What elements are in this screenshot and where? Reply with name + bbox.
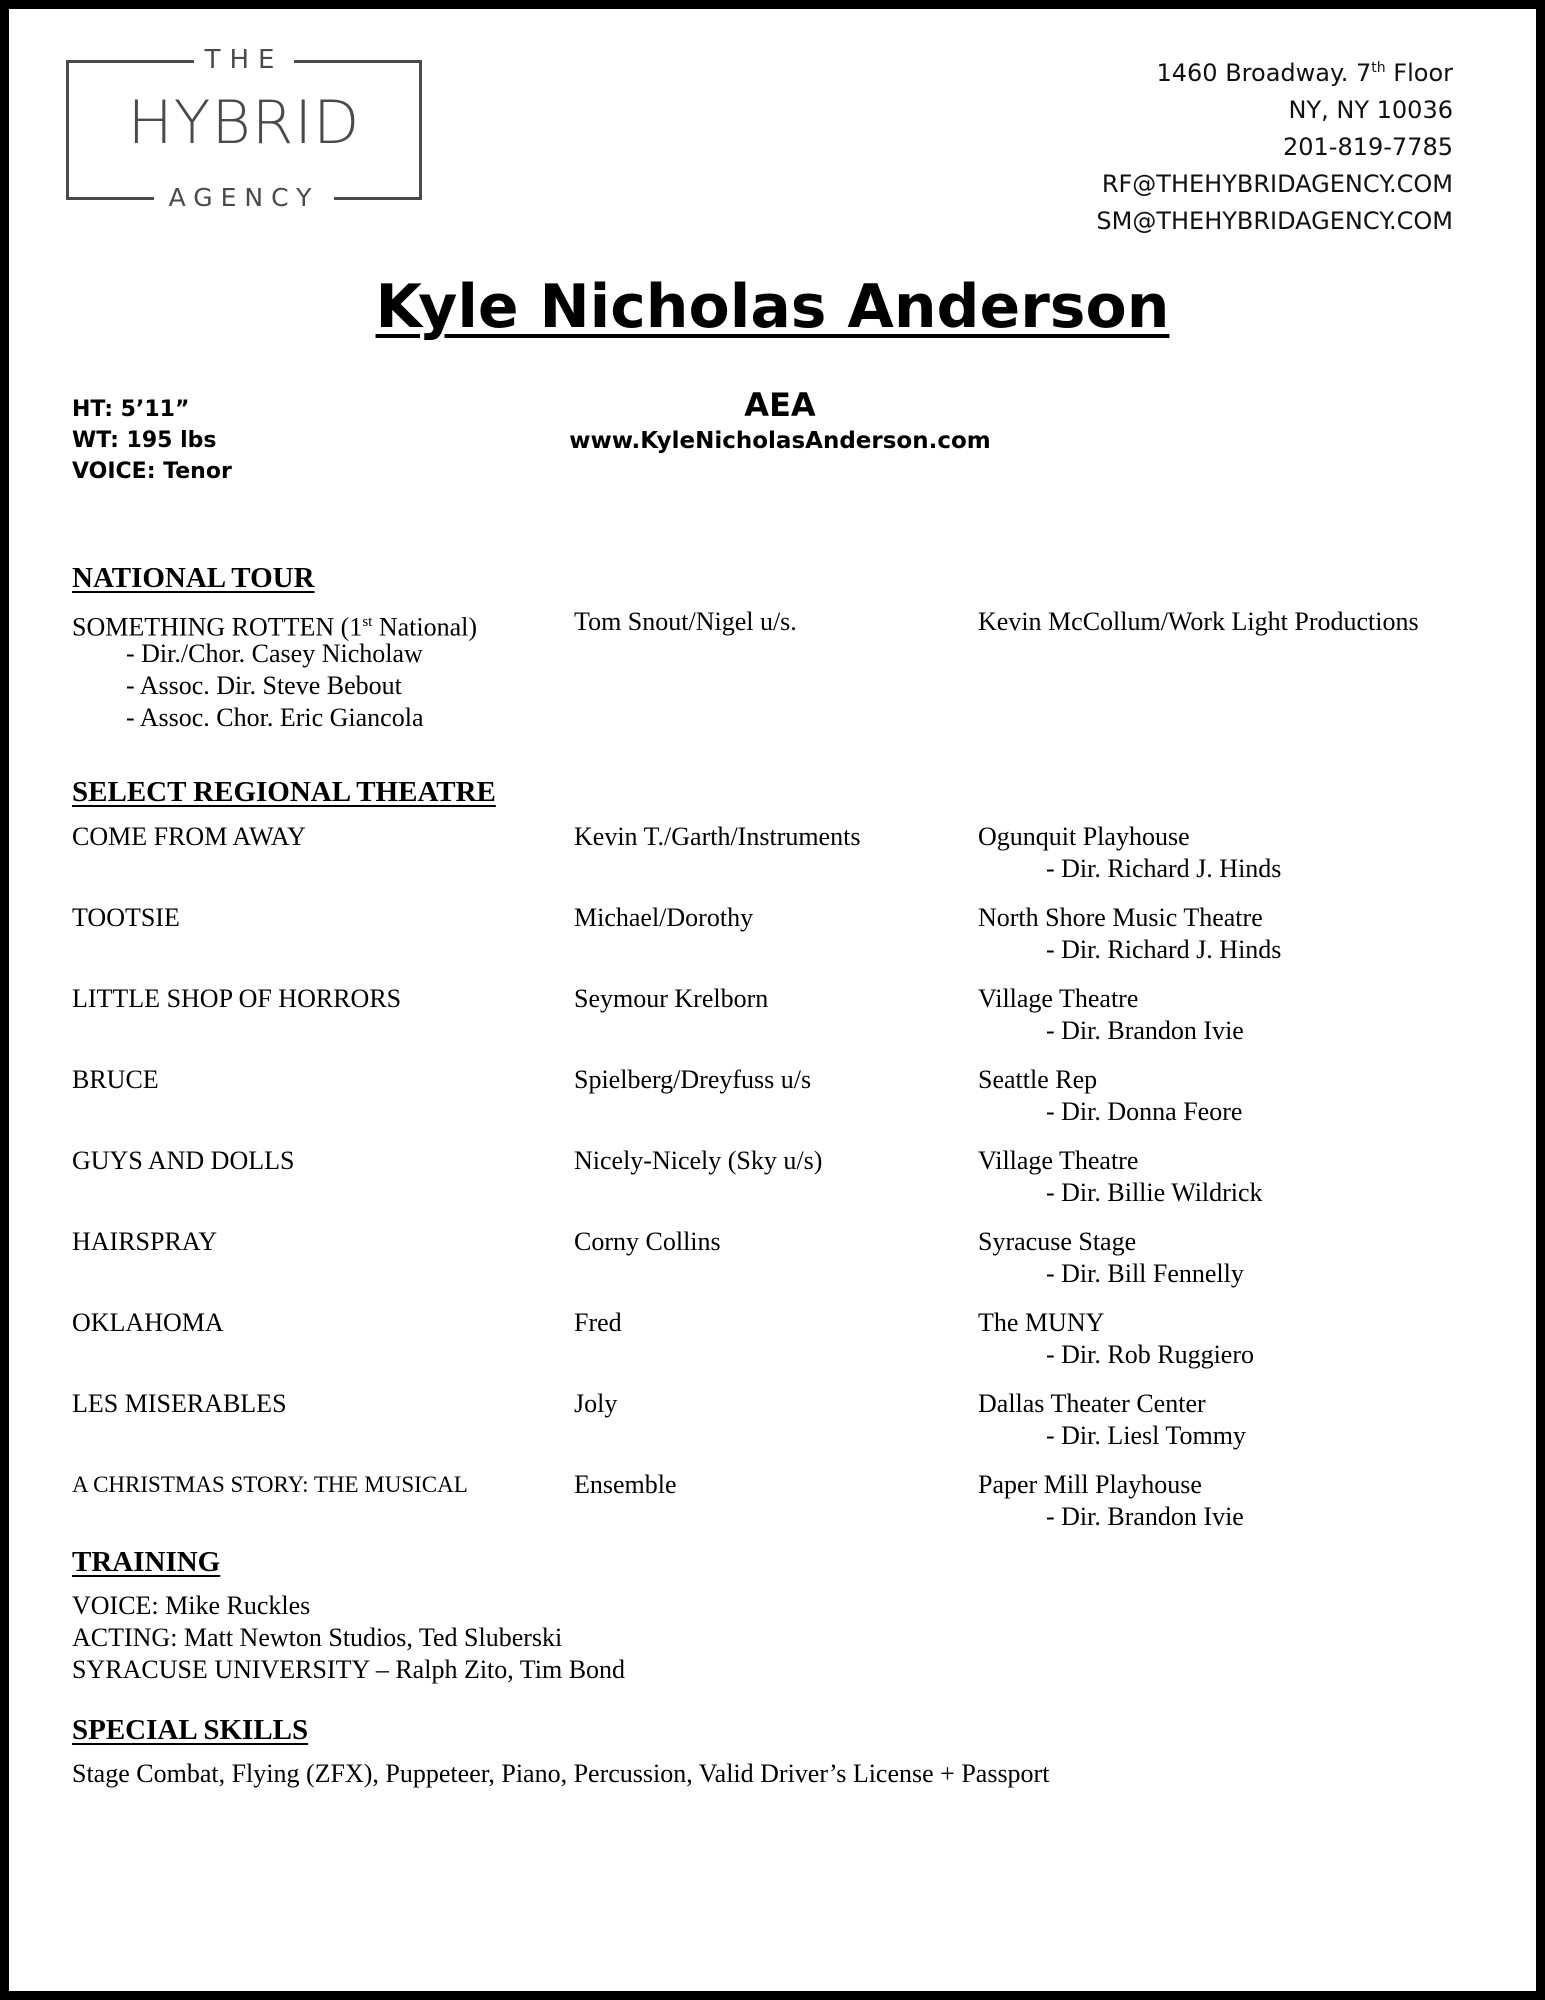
training-line: ACTING: Matt Newton Studios, Ted Sluberski	[72, 1623, 563, 1652]
show-title: GUYS AND DOLLS	[72, 1146, 295, 1175]
agency-email-rf[interactable]: RF@THEHYBRIDAGENCY.COM	[1101, 170, 1453, 198]
director: - Dir. Bill Fennelly	[1046, 1259, 1244, 1288]
show-title: OKLAHOMA	[72, 1308, 224, 1337]
show-title: LITTLE SHOP OF HORRORS	[72, 984, 402, 1013]
director: - Dir. Rob Ruggiero	[1046, 1340, 1254, 1369]
logo-top-text: THE	[194, 46, 294, 74]
show-title: HAIRSPRAY	[72, 1227, 217, 1256]
stat-voice: VOICE: Tenor	[72, 459, 232, 484]
show-title: COME FROM AWAY	[72, 822, 306, 851]
agency-email-sm[interactable]: SM@THEHYBRIDAGENCY.COM	[1096, 207, 1453, 235]
role: Ensemble	[574, 1470, 677, 1499]
tour-credit: - Assoc. Dir. Steve Bebout	[126, 671, 402, 700]
theatre: Seattle Rep	[978, 1065, 1098, 1094]
regional-heading: SELECT REGIONAL THEATRE	[72, 776, 496, 808]
role: Nicely-Nicely (Sky u/s)	[574, 1146, 823, 1175]
tour-credit: - Assoc. Chor. Eric Giancola	[126, 703, 424, 732]
director: - Dir. Brandon Ivie	[1046, 1016, 1244, 1045]
theatre: North Shore Music Theatre	[978, 903, 1263, 932]
theatre: Village Theatre	[978, 984, 1139, 1013]
show-title: TOOTSIE	[72, 903, 180, 932]
show-title: SOMETHING ROTTEN (1st National)	[72, 612, 478, 642]
theatre: Dallas Theater Center	[978, 1389, 1206, 1418]
training-heading: TRAINING	[72, 1546, 221, 1578]
stat-weight: WT: 195 lbs	[72, 428, 217, 453]
director: - Dir. Donna Feore	[1046, 1097, 1243, 1126]
show-title: LES MISERABLES	[72, 1389, 287, 1418]
role: Tom Snout/Nigel u/s.	[574, 607, 797, 636]
director: - Dir. Brandon Ivie	[1046, 1502, 1244, 1531]
agency-contact	[1096, 50, 1453, 240]
logo-main-text: HYBRID	[127, 88, 361, 158]
training-line: SYRACUSE UNIVERSITY – Ralph Zito, Tim Bond	[72, 1655, 626, 1684]
director: - Dir. Richard J. Hinds	[1046, 935, 1282, 964]
show-title: A CHRISTMAS STORY: THE MUSICAL	[72, 1472, 468, 1497]
stat-height: HT: 5’11”	[72, 397, 190, 422]
agency-address-line1: 1460 Broadway. 7th Floor	[1156, 59, 1453, 87]
role: Joly	[574, 1389, 618, 1418]
role: Fred	[574, 1308, 622, 1337]
tour-credit: - Dir./Chor. Casey Nicholaw	[126, 639, 423, 668]
logo-bottom-text: AGENCY	[154, 184, 334, 212]
theatre: Ogunquit Playhouse	[978, 822, 1190, 851]
national-tour-heading: NATIONAL TOUR	[72, 562, 315, 594]
actor-website[interactable]: www.KyleNicholasAnderson.com	[569, 428, 991, 454]
director: - Dir. Liesl Tommy	[1046, 1421, 1246, 1450]
role: Kevin T./Garth/Instruments	[574, 822, 861, 851]
union-affiliation: AEA	[744, 386, 816, 424]
role: Corny Collins	[574, 1227, 721, 1256]
role: Seymour Krelborn	[574, 984, 769, 1013]
agency-address-line2: NY, NY 10036	[1288, 96, 1453, 124]
theatre: Village Theatre	[978, 1146, 1139, 1175]
theatre: Syracuse Stage	[978, 1227, 1137, 1256]
theatre: Paper Mill Playhouse	[978, 1470, 1202, 1499]
actor-name: Kyle Nicholas Anderson	[375, 272, 1170, 342]
role: Spielberg/Dreyfuss u/s	[574, 1065, 812, 1094]
director: - Dir. Richard J. Hinds	[1046, 854, 1282, 883]
producer: Kevin McCollum/Work Light Productions	[978, 607, 1419, 636]
role: Michael/Dorothy	[574, 903, 754, 932]
show-title: BRUCE	[72, 1065, 159, 1094]
theatre: The MUNY	[978, 1308, 1105, 1337]
agency-logo	[66, 45, 422, 212]
skills-text: Stage Combat, Flying (ZFX), Puppeteer, Piano, Percussion, Valid Driver’s License + Passport	[72, 1759, 1050, 1788]
skills-heading: SPECIAL SKILLS	[72, 1714, 309, 1746]
agency-phone: 201-819-7785	[1282, 133, 1453, 161]
training-line: VOICE: Mike Ruckles	[72, 1591, 311, 1620]
director: - Dir. Billie Wildrick	[1046, 1178, 1263, 1207]
